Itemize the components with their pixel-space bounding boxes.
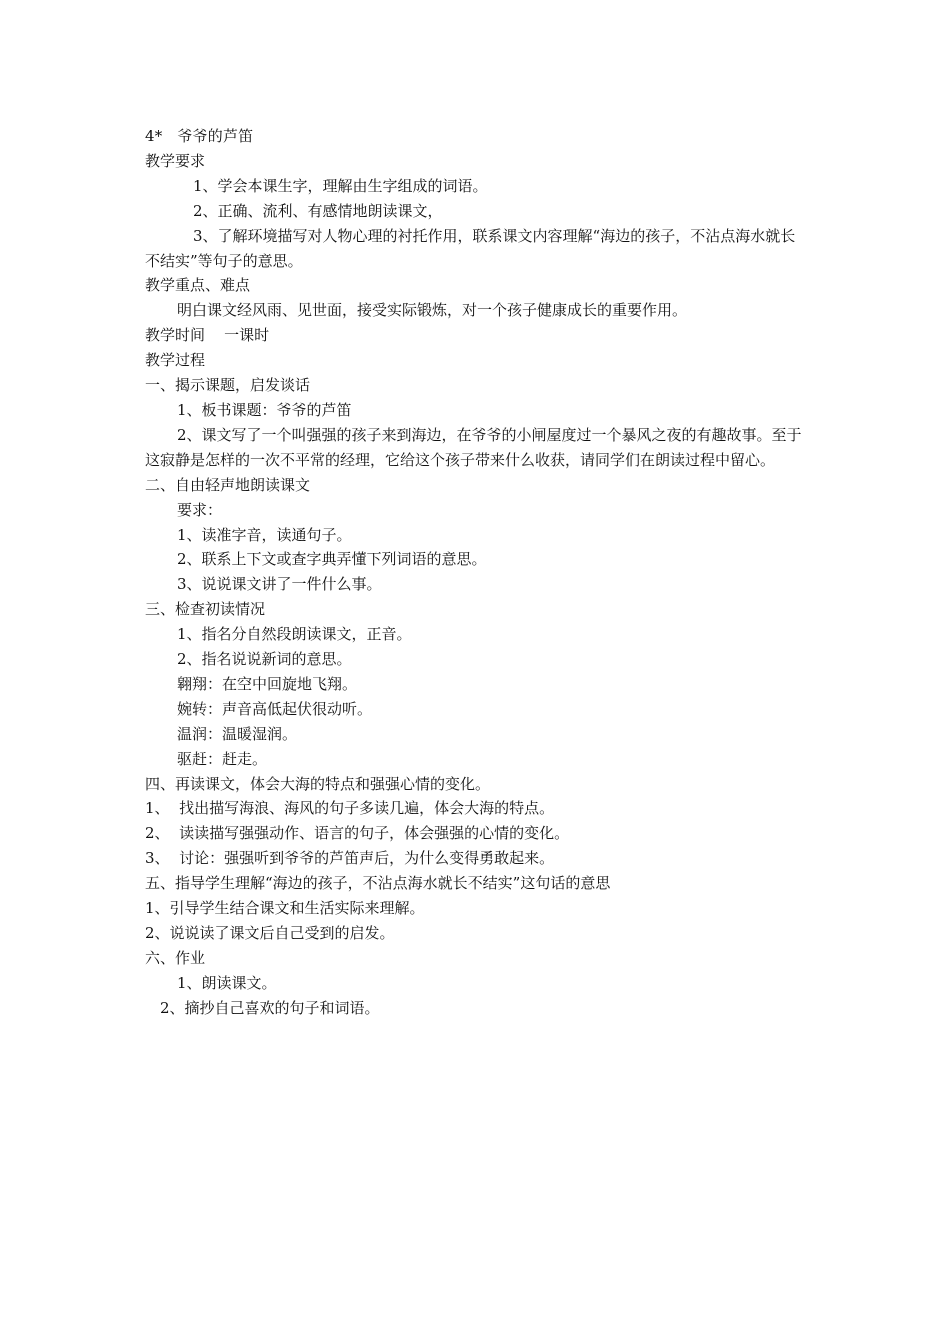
section-5-heading: 五、指导学生理解“海边的孩子，不沾点海水就长不结实”这句话的意思 [145,874,611,893]
vocab-definition-3: 温润：温暖湿润。 [177,724,298,743]
vocab-definition-2: 婉转：声音高低起伏很动听。 [177,699,373,718]
section-2-heading: 二、自由轻声地朗读课文 [145,475,311,494]
section-4-item-3: 3、 讨论：强强听到爷爷的芦笛声后，为什么变得勇敢起来。 [145,849,555,868]
vocab-definition-1: 翱翔：在空中回旋地飞翔。 [177,674,358,693]
key-points-heading: 教学重点、难点 [145,276,251,295]
section-4-item-1: 1、 找出描写海浪、海风的句子多读几遍，体会大海的特点。 [145,799,555,818]
section-4-item-2: 2、 读读描写强强动作、语言的句子，体会强强的心情的变化。 [145,824,570,843]
section-1-heading: 一、揭示课题，启发谈话 [145,376,311,395]
process-heading: 教学过程 [145,351,206,370]
document-body [145,124,810,1021]
requirement-item-3: 3、了解环境描写对人物心理的衬托作用，联系课文内容理解“海边的孩子，不沾点海水就长不结实”等句子的意思。 [145,226,796,270]
requirements-heading: 教学要求 [145,151,206,170]
vocab-definition-4: 驱赶：赶走。 [177,749,268,768]
requirement-item-2: 2、正确、流利、有感情地朗读课文， [193,201,443,220]
lesson-title: 4* 爷爷的芦笛 [145,127,254,145]
section-6-item-2: 2、摘抄自己喜欢的句子和词语。 [160,998,380,1017]
section-6-heading: 六、作业 [145,948,206,967]
section-2-requirement-label: 要求： [177,500,223,519]
section-3-item-2: 2、指名说说新词的意思。 [177,650,352,669]
section-5-item-1: 1、引导学生结合课文和生活实际来理解。 [145,899,425,918]
section-6-item-1: 1、朗读课文。 [177,973,277,992]
section-2-item-2: 2、联系上下文或查字典弄懂下列词语的意思。 [177,550,487,569]
section-3-heading: 三、检查初读情况 [145,600,266,619]
section-1-item-1: 1、板书课题：爷爷的芦笛 [177,400,352,419]
key-points-text: 明白课文经风雨、见世面，接受实际锻炼，对一个孩子健康成长的重要作用。 [177,301,688,320]
section-4-heading: 四、再读课文，体会大海的特点和强强心情的变化。 [145,774,491,793]
section-3-item-1: 1、指名分自然段朗读课文，正音。 [177,625,412,644]
section-5-item-2: 2、说说读了课文后自己受到的启发。 [145,924,395,942]
section-2-item-1: 1、读准字音，读通句子。 [177,525,352,544]
teaching-time: 教学时间 一课时 [145,326,270,345]
requirement-item-1: 1、学会本课生字，理解由生字组成的词语。 [193,176,488,195]
section-2-item-3: 3、说说课文讲了一件什么事。 [177,575,382,594]
section-1-item-2: 2、课文写了一个叫强强的孩子来到海边，在爷爷的小闸屋度过一个暴风之夜的有趣故事。至于这寂静是怎样的一次不平常的经理，它给这个孩子带来什么收获，请同学们在朗读过程中留心。 [145,425,802,469]
